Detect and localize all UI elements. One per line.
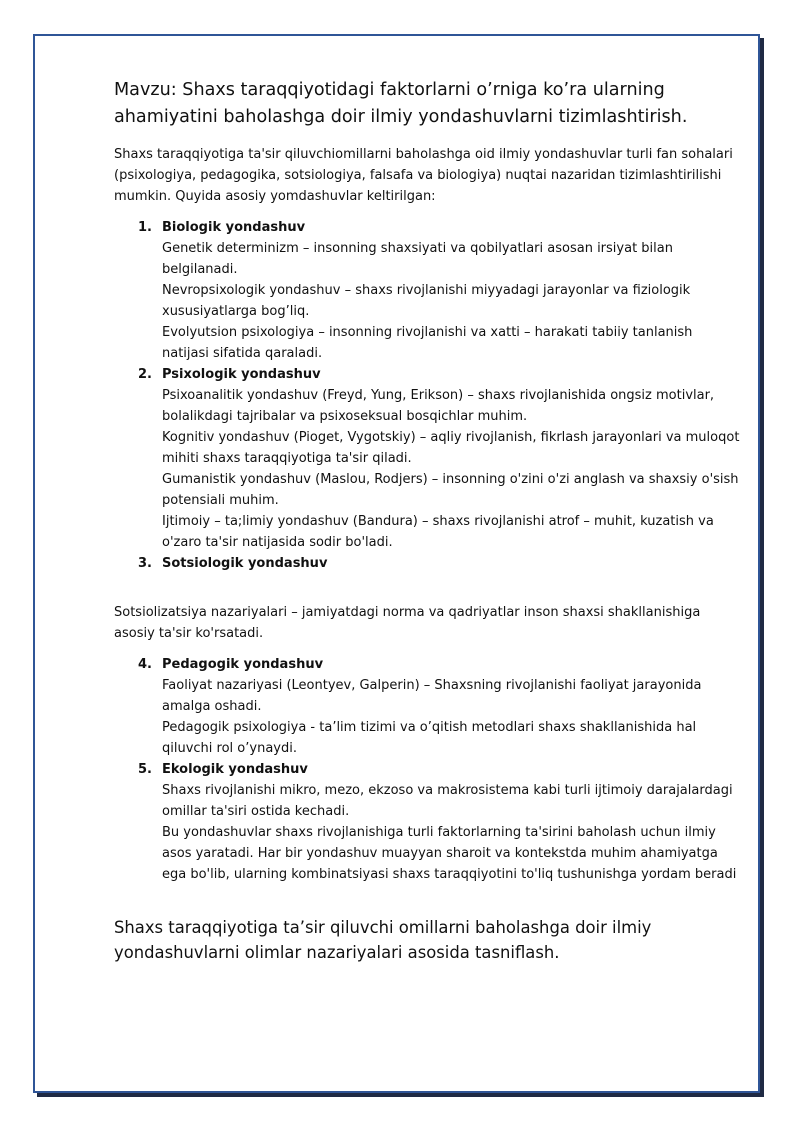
list-number: 2. — [138, 367, 152, 382]
section-title: Ekologik yondashuv — [162, 762, 308, 777]
list-number: 5. — [138, 762, 152, 777]
section-line: Bu yondashuvlar shaxs rivojlanishiga turli faktorlarning ta'sirini baholash uchun ilmiy asos yaratadi. Har bir yondashuv muayyan sharoit va kontekstda muhim ahamiyatga ega bo'lib, ularning kombinatsiyasi shaxs taraqqiyotini to'liq tushunishga yordam beradi — [162, 825, 737, 882]
section-line: Shaxs rivojlanishi mikro, mezo, ekzoso va makrosistema kabi turli ijtimoiy darajalardagi omillar ta'siri ostida kechadi. — [162, 783, 733, 819]
document-title: Mavzu: Shaxs taraqqiyotidagi faktorlarni o’rniga ko’ra ularning ahamiyatini baholashga doir ilmiy yondashuvlarni tizimlashtirish. — [114, 80, 688, 127]
list-number: 4. — [138, 657, 152, 672]
section-line: Ijtimoiy – ta;limiy yondashuv (Bandura) – shaxs rivojlanishi atrof – muhit, kuzatish va o'zaro ta'sir natijasida sodir bo'ladi. — [162, 514, 714, 550]
section-line: Faoliyat nazariyasi (Leontyev, Galperin) – Shaxsning rivojlanishi faoliyat jarayonida amalga oshadi. — [162, 678, 702, 714]
document-body — [114, 77, 742, 965]
section-line: Kognitiv yondashuv (Pioget, Vygotskiy) – aqliy rivojlanish, fikrlash jarayonlari va muloqot mihiti shaxs taraqqiyotiga ta'sir qiladi. — [162, 430, 740, 466]
socialization-paragraph: Sotsiolizatsiya nazariyalari – jamiyatdagi norma va qadriyatlar inson shaxsi shakllanishiga asosiy ta'sir ko'rsatadi. — [114, 605, 701, 641]
section-title: Psixologik yondashuv — [162, 367, 321, 382]
list-item-pedagogik — [114, 654, 742, 759]
section-line: Nevropsixologik yondashuv – shaxs rivojlanishi miyyadagi jarayonlar va fiziologik xususiyatlarga bog’liq. — [162, 283, 691, 319]
approaches-list-a — [114, 217, 742, 574]
section-title: Sotsiologik yondashuv — [162, 556, 328, 571]
list-item-sotsiologik — [114, 553, 742, 574]
list-item-ekologik — [114, 759, 742, 885]
list-number: 1. — [138, 220, 152, 235]
approaches-list-b — [114, 654, 742, 885]
section-title: Biologik yondashuv — [162, 220, 306, 235]
section-line: Evolyutsion psixologiya – insonning rivojlanishi va xatti – harakati tabiiy tanlanish natijasi sifatida qaraladi. — [162, 325, 693, 361]
section-line: Gumanistik yondashuv (Maslou, Rodjers) – insonning o'zini o'zi anglash va shaxsiy o'sish potensiali muhim. — [162, 472, 739, 508]
closing-heading: Shaxs taraqqiyotiga ta’sir qiluvchi omillarni baholashga doir ilmiy yondashuvlarni olimlar nazariyalari asosida tasniflash. — [114, 918, 652, 962]
list-item-psixologik — [114, 364, 742, 553]
intro-paragraph: Shaxs taraqqiyotiga ta'sir qiluvchiomillarni baholashga oid ilmiy yondashuvlar turli fan sohalari (psixologiya, pedagogika, sotsiologiya, falsafa va biologiya) nuqtai nazaridan tizimlashtirilishi mumkin. Quyida asosiy yomdashuvlar keltirilgan: — [114, 147, 733, 204]
section-line: Psixoanalitik yondashuv (Freyd, Yung, Erikson) – shaxs rivojlanishida ongsiz motivlar, bolalikdagi tajribalar va psixoseksual bosqichlar muhim. — [162, 388, 715, 424]
section-line: Genetik determinizm – insonning shaxsiyati va qobilyatlari asosan irsiyat bilan belgilanadi. — [162, 241, 673, 277]
section-line: Pedagogik psixologiya - ta’lim tizimi va o’qitish metodlari shaxs shakllanishida hal qiluvchi rol o’ynaydi. — [162, 720, 697, 756]
list-item-biologik — [114, 217, 742, 364]
section-title: Pedagogik yondashuv — [162, 657, 324, 672]
list-number: 3. — [138, 556, 152, 571]
